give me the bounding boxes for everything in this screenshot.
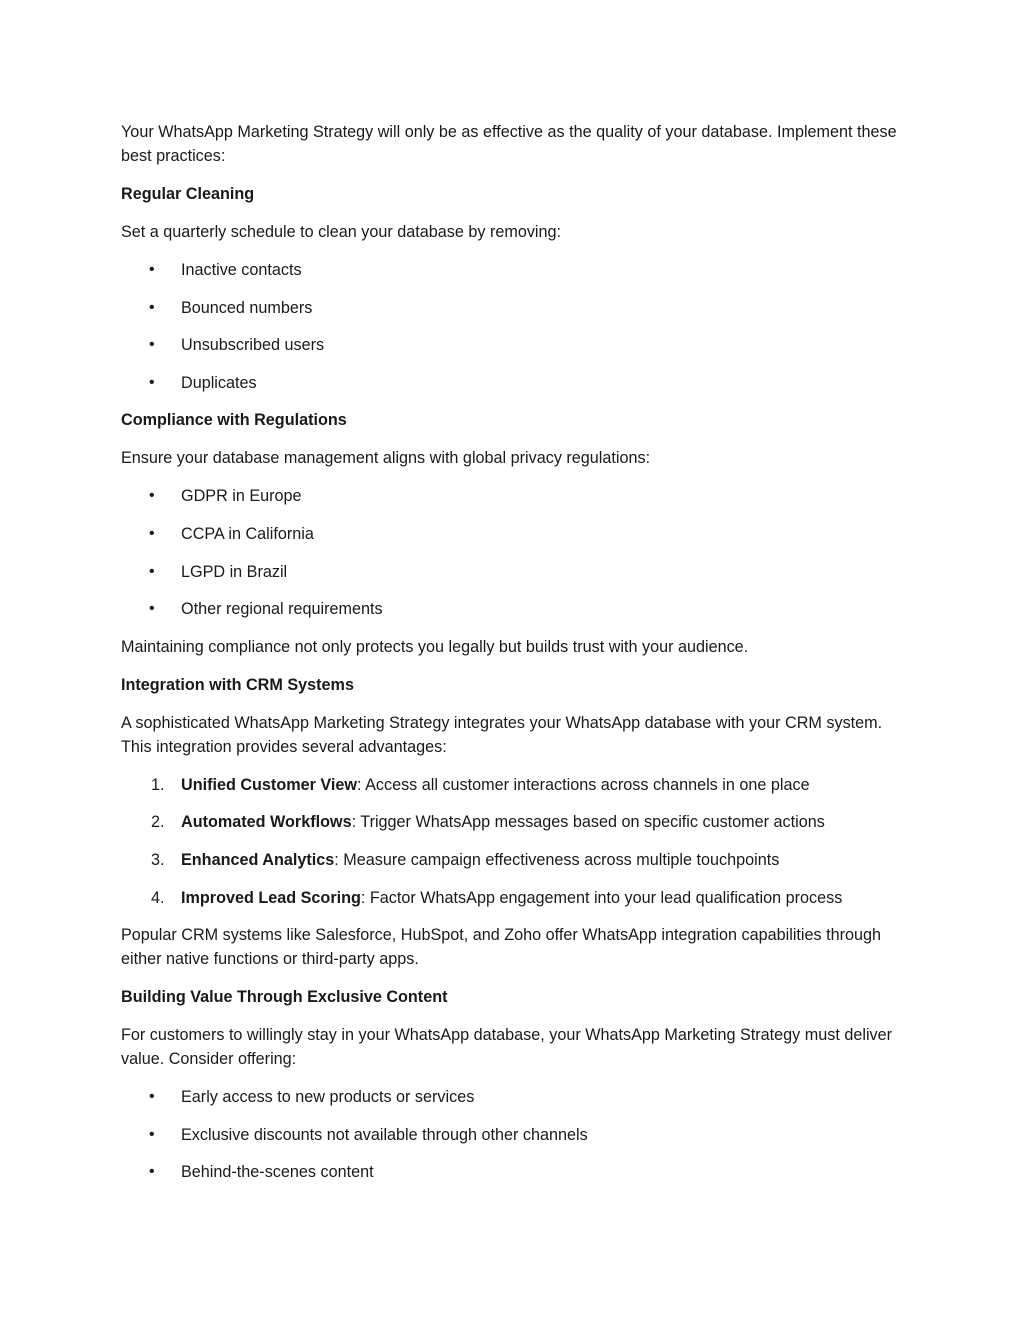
list-item-text: GDPR in Europe xyxy=(181,487,302,506)
section-heading-compliance: Compliance with Regulations xyxy=(121,411,347,430)
compliance-closing: Maintaining compliance not only protects you legally but builds trust with your audience. xyxy=(121,637,749,656)
bullet-icon: • xyxy=(149,261,155,278)
regular-cleaning-lead: Set a quarterly schedule to clean your database by removing: xyxy=(121,223,562,241)
list-item xyxy=(121,810,901,834)
bullet-icon: • xyxy=(149,298,155,316)
list-item-text: Duplicates xyxy=(181,373,257,392)
bullet-icon: • xyxy=(149,1088,155,1106)
bullet-icon: • xyxy=(149,524,155,542)
list-item-text: Exclusive discounts not available through other channels xyxy=(181,1125,588,1144)
exclusive-lead: For customers to willingly stay in your WhatsApp database, your WhatsApp Marketing Strategy must deliver value. Consider offering: xyxy=(121,1026,893,1069)
regular-cleaning-list xyxy=(121,258,901,395)
crm-closing: Popular CRM systems like Salesforce, HubSpot, and Zoho offer WhatsApp integration capabilities through either native functions or third-party apps. xyxy=(121,926,882,969)
list-item-text: : Measure campaign effectiveness across multiple touchpoints xyxy=(334,850,780,869)
crm-lead: A sophisticated WhatsApp Marketing Strategy integrates your WhatsApp database with your CRM system. This integration provides several advantages: xyxy=(121,713,883,756)
list-number: 1. xyxy=(151,775,165,794)
list-item xyxy=(121,1085,901,1109)
list-item-text: : Factor WhatsApp engagement into your lead qualification process xyxy=(360,888,843,907)
list-item xyxy=(121,1123,901,1147)
bullet-icon: • xyxy=(149,600,155,618)
bullet-icon: • xyxy=(149,336,155,354)
list-item-text: Bounced numbers xyxy=(181,298,313,317)
section-heading-exclusive-content: Building Value Through Exclusive Content xyxy=(121,988,448,1007)
bullet-icon: • xyxy=(149,1125,155,1143)
list-item-text: Unsubscribed users xyxy=(181,336,325,355)
list-item-term: Unified Customer View xyxy=(181,775,357,794)
list-number: 3. xyxy=(151,850,165,869)
list-item xyxy=(121,886,901,910)
section-heading-crm: Integration with CRM Systems xyxy=(121,675,354,694)
list-item-text: Early access to new products or services xyxy=(181,1088,475,1107)
list-item xyxy=(121,522,901,546)
list-item xyxy=(121,258,901,282)
list-item-term: Enhanced Analytics xyxy=(181,850,335,869)
document-page xyxy=(121,120,901,1198)
bullet-icon: • xyxy=(149,487,155,505)
bullet-icon: • xyxy=(149,562,155,580)
list-item-text: : Trigger WhatsApp messages based on specific customer actions xyxy=(351,813,825,832)
compliance-lead: Ensure your database management aligns with global privacy regulations: xyxy=(121,449,651,468)
list-number: 2. xyxy=(151,813,165,832)
exclusive-list xyxy=(121,1085,901,1184)
list-item xyxy=(121,371,901,395)
list-item-text: LGPD in Brazil xyxy=(181,562,288,581)
list-item-text: Other regional requirements xyxy=(181,600,383,619)
list-item-text: Inactive contacts xyxy=(181,261,302,279)
list-number: 4. xyxy=(151,888,165,907)
list-item xyxy=(121,560,901,584)
list-item-term: Automated Workflows xyxy=(181,813,352,832)
list-item xyxy=(121,848,901,872)
list-item-text: CCPA in California xyxy=(181,524,314,543)
list-item-term: Improved Lead Scoring xyxy=(181,888,361,907)
section-heading-regular-cleaning: Regular Cleaning xyxy=(121,185,255,203)
list-item xyxy=(121,333,901,357)
list-item-text: : Access all customer interactions across channels in one place xyxy=(357,775,810,794)
bullet-icon: • xyxy=(149,1163,155,1181)
list-item xyxy=(121,1160,901,1184)
intro-paragraph: Your WhatsApp Marketing Strategy will only be as effective as the quality of your database. Implement these best practices: xyxy=(121,123,897,165)
bullet-icon: • xyxy=(149,373,155,391)
list-item xyxy=(121,484,901,508)
list-item xyxy=(121,773,901,797)
crm-advantages-list xyxy=(121,773,901,910)
list-item xyxy=(121,296,901,320)
list-item xyxy=(121,597,901,621)
list-item-text: Behind-the-scenes content xyxy=(181,1163,374,1182)
compliance-list xyxy=(121,484,901,621)
